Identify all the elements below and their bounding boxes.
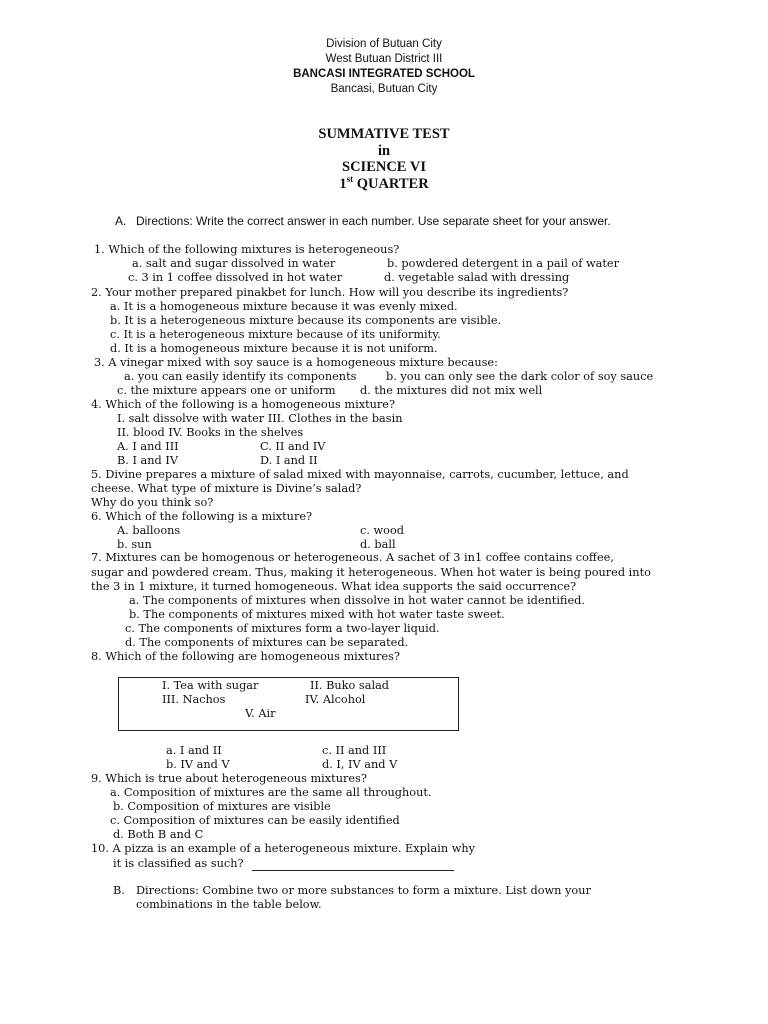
- q9-choice-d: d. Both B and C: [113, 828, 204, 841]
- q9-stem: 9. Which is true about heterogeneous mixtures?: [91, 772, 367, 785]
- q3-choice-c: c. the mixture appears one or uniform: [117, 384, 336, 397]
- title-quarter: [0, 176, 768, 193]
- q2-choice-b: b. It is a heterogeneous mixture because its components are visible.: [110, 314, 502, 327]
- q8-choice-a: a. I and II: [166, 744, 222, 757]
- q7-line-3: the 3 in 1 mixture, it turned homogeneous. What idea supports the said occurrence?: [91, 580, 577, 593]
- q9-choice-a: a. Composition of mixtures are the same all throughout.: [110, 786, 432, 799]
- q1-choice-a: a. salt and sugar dissolved in water: [132, 257, 336, 270]
- q8-box-item-iii: III. Nachos: [162, 693, 226, 706]
- header-division: Division of Butuan City: [326, 38, 442, 50]
- q6-choice-b: b. sun: [117, 538, 152, 551]
- header-address: Bancasi, Butuan City: [330, 83, 438, 95]
- q8-stem: 8. Which of the following are homogeneous mixtures?: [91, 650, 400, 663]
- q7-choice-c: c. The components of mixtures form a two-layer liquid.: [125, 622, 440, 635]
- title-in: in: [377, 143, 391, 159]
- q5-line-3: Why do you think so?: [91, 496, 214, 509]
- q4-choice-d: D. I and II: [260, 454, 318, 467]
- q6-choice-c: c. wood: [360, 524, 405, 537]
- quarter-ordinal: st: [346, 174, 354, 184]
- header-school: BANCASI INTEGRATED SCHOOL: [293, 68, 475, 80]
- q4-items-1: I. salt dissolve with water III. Clothes in the basin: [117, 412, 403, 425]
- q8-box-item-i: I. Tea with sugar: [162, 679, 259, 692]
- quarter-number: 1: [339, 176, 347, 192]
- q2-choice-c: c. It is a heterogeneous mixture because of its uniformity.: [110, 328, 441, 341]
- q9-choice-b: b. Composition of mixtures are visible: [113, 800, 331, 813]
- q4-choice-b: B. I and IV: [117, 454, 178, 467]
- q5-line-2: cheese. What type of mixture is Divine’s salad?: [91, 482, 362, 495]
- q9-choice-c: c. Composition of mixtures can be easily identified: [110, 814, 400, 827]
- q6-stem: 6. Which of the following is a mixture?: [91, 510, 313, 523]
- q3-choice-d: d. the mixtures did not mix well: [360, 384, 543, 397]
- q2-choice-d: d. It is a homogeneous mixture because it is not uniform.: [110, 342, 438, 355]
- part-a-letter: A.: [115, 214, 127, 228]
- part-b-letter: B.: [113, 884, 125, 897]
- header-district: West Butuan District III: [325, 53, 443, 65]
- q5-line-1: 5. Divine prepares a mixture of salad mixed with mayonnaise, carrots, cucumber, lettuce, and: [91, 468, 629, 481]
- q1-choice-b: b. powdered detergent in a pail of water: [387, 257, 619, 270]
- q4-items-2: II. blood IV. Books in the shelves: [117, 426, 304, 439]
- q4-stem: 4. Which of the following is a homogeneous mixture?: [91, 398, 396, 411]
- part-b-directions-2: combinations in the table below.: [136, 898, 322, 911]
- q8-choice-c: c. II and III: [322, 744, 387, 757]
- q3-choice-b: b. you can only see the dark color of soy sauce: [386, 370, 654, 383]
- q7-line-2: sugar and powdered cream. Thus, making it heterogeneous. When hot water is being poured into: [91, 566, 651, 579]
- part-b-directions-1: Directions: Combine two or more substances to form a mixture. List down your: [136, 884, 591, 897]
- q8-choice-d: d. I, IV and V: [322, 758, 398, 771]
- q6-choice-d: d. ball: [360, 538, 396, 551]
- q1-stem: 1. Which of the following mixtures is heterogeneous?: [94, 243, 400, 256]
- q7-choice-a: a. The components of mixtures when dissolve in hot water cannot be identified.: [129, 594, 585, 607]
- q3-choice-a: a. you can easily identify its components: [124, 370, 357, 383]
- q2-stem: 2. Your mother prepared pinakbet for lunch. How will you describe its ingredients?: [91, 286, 569, 299]
- quarter-word: QUARTER: [356, 176, 429, 192]
- q7-line-1: 7. Mixtures can be homogenous or heterogeneous. A sachet of 3 in1 coffee contains coffee,: [91, 551, 614, 564]
- q8-box-item-v: V. Air: [245, 707, 276, 720]
- title-summative: SUMMATIVE TEST: [318, 126, 450, 142]
- part-a-directions: Directions: Write the correct answer in each number. Use separate sheet for your answer.: [136, 214, 611, 228]
- q7-choice-b: b. The components of mixtures mixed with hot water taste sweet.: [129, 608, 505, 621]
- q8-box-item-ii: II. Buko salad: [310, 679, 390, 692]
- q10-answer-blank[interactable]: [252, 870, 454, 871]
- q2-choice-a: a. It is a homogeneous mixture because it was evenly mixed.: [110, 300, 458, 313]
- q10-line-1: 10. A pizza is an example of a heterogeneous mixture. Explain why: [91, 842, 476, 855]
- q4-choice-c: C. II and IV: [260, 440, 326, 453]
- q10-line-2: it is classified as such?: [113, 857, 244, 870]
- q1-choice-c: c. 3 in 1 coffee dissolved in hot water: [128, 271, 343, 284]
- title-subject: SCIENCE VI: [342, 159, 426, 175]
- q4-choice-a: A. I and III: [117, 440, 179, 453]
- q8-choice-b: b. IV and V: [166, 758, 230, 771]
- q1-choice-d: d. vegetable salad with dressing: [384, 271, 570, 284]
- q7-choice-d: d. The components of mixtures can be separated.: [125, 636, 409, 649]
- q3-stem: 3. A vinegar mixed with soy sauce is a homogeneous mixture because:: [94, 356, 498, 369]
- q6-choice-a: A. balloons: [117, 524, 181, 537]
- q8-box-item-iv: IV. Alcohol: [305, 693, 366, 706]
